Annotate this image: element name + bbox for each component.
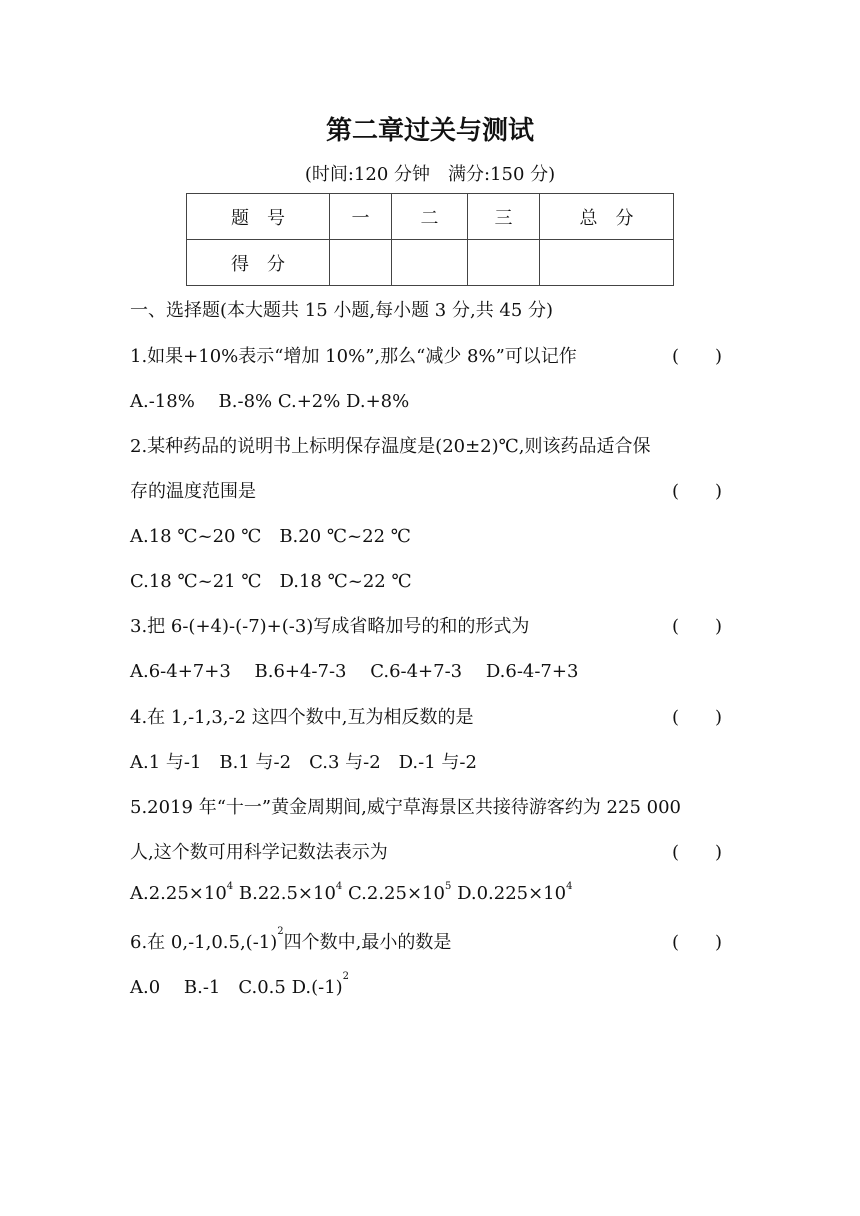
option-a: $A.2.25\times 10^4$ [130, 881, 234, 904]
score-header-part2: 二 [392, 194, 468, 240]
score-row-label: 得 分 [187, 240, 330, 286]
question-5-stem-line2: 人,这个数可用科学记数法表示为 [130, 842, 388, 863]
question-4-stem: 4.在 1,-1,3,-2 这四个数中,互为相反数的是 [130, 707, 474, 728]
score-cell-part1[interactable] [330, 240, 392, 286]
question-4-answer-paren: ( ) [672, 707, 723, 728]
question-3-stem: 3.把 6-(+4)-(-7)+(-3)写成省略加号的和的形式为 [130, 616, 530, 637]
section-heading: 一、选择题(本大题共 15 小题,每小题 3 分,共 45 分) [130, 300, 554, 321]
score-header-part3: 三 [468, 194, 540, 240]
question-2-stem-line2: 存的温度范围是 [130, 481, 256, 502]
score-cell-total[interactable] [540, 240, 674, 286]
question-1-options: A.-18% B.-8% C.+2% D.+8% [130, 391, 410, 412]
question-6-options: A.0 B.-1 C.0.5 $D.(-1)^2$ [130, 971, 350, 998]
option-b: $B.22.5\times 10^4$ [238, 881, 343, 904]
question-6-stem: 6.在 $0,-1,0.5,(-1)^2$四个数中,最小的数是 [130, 926, 452, 953]
exam-info: (时间:120 分钟 满分:150 分) [304, 164, 556, 185]
option-d: $D.0.225\times 10^4$ [457, 881, 573, 904]
score-cell-part2[interactable] [392, 240, 468, 286]
score-cell-part3[interactable] [468, 240, 540, 286]
question-3-answer-paren: ( ) [672, 616, 723, 637]
score-table-score-row [187, 240, 674, 286]
option-c: $C.2.25\times 10^5$ [348, 881, 452, 904]
question-2-stem-line1: 2.某种药品的说明书上标明保存温度是(20±2)℃,则该药品适合保 [130, 436, 651, 457]
question-4-options: A.1 与-1 B.1 与-2 C.3 与-2 D.-1 与-2 [130, 752, 477, 773]
page-title: 第二章过关与测试 [325, 116, 534, 146]
question-5-options [130, 883, 572, 904]
score-table-header-row [187, 194, 674, 240]
question-2-options-line1: A.18 ℃~20 ℃ B.20 ℃~22 ℃ [130, 526, 411, 547]
question-5-answer-paren: ( ) [672, 842, 723, 863]
question-3-options: A.6-4+7+3 B.6+4-7-3 C.6-4+7-3 D.6-4-7+3 [130, 661, 579, 682]
question-6-answer-paren: ( ) [672, 932, 723, 953]
score-header-question-no: 题 号 [187, 194, 330, 240]
question-2-options-line2: C.18 ℃~21 ℃ D.18 ℃~22 ℃ [130, 571, 412, 592]
question-1-answer-paren: ( ) [672, 346, 723, 367]
question-1-stem: 1.如果+10%表示“增加 10%”,那么“减少 8%”可以记作 [130, 346, 577, 367]
question-2-answer-paren: ( ) [672, 481, 723, 502]
score-table [186, 193, 674, 286]
score-header-total: 总 分 [540, 194, 674, 240]
question-5-stem-line1: 5.2019 年“十一”黄金周期间,威宁草海景区共接待游客约为 225 000 [130, 797, 681, 818]
score-header-part1: 一 [330, 194, 392, 240]
